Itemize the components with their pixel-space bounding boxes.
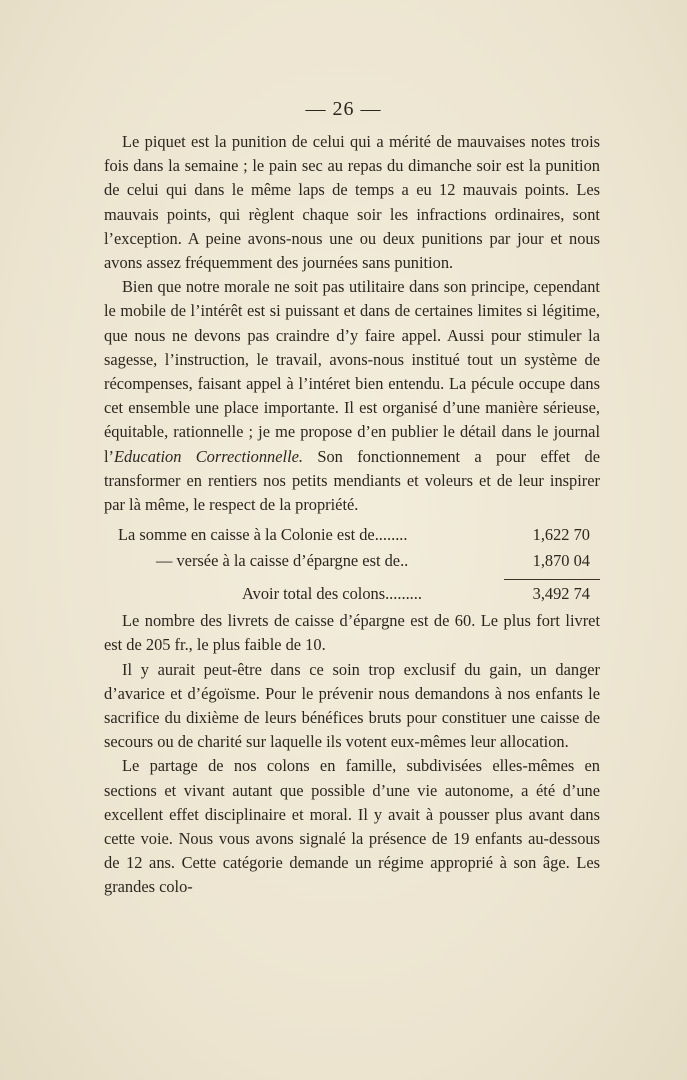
paragraph-4: Il y aurait peut-être dans ce soin trop exclusif du gain, un danger d’avarice et d’égoïsme. Pour le prévenir nous demandons à nos enfants le sacrifice du dixième de leurs bénéfices bruts pour constituer une caisse de secours ou de charité sur laquelle ils votent eux-mêmes leur allocation. [104, 659, 600, 752]
paragraph-1: Le piquet est la punition de celui qui a mérité de mauvaises notes trois fois dans la semaine ; le pain sec au repas du dimanche soir est la punition de celui qui dans le même laps de temps a eu 12 mauvais points. Les mauvais points, qui règlent chaque soir les infractions ordinaires, sont l’exception. A peine avons-nous une ou deux punitions par jour et nous avons assez fréquemment des journées sans punition. [104, 132, 600, 273]
paragraph-2-text-after: Son fonctionnement a pour effet de transformer en rentiers nos petits mendiants et voleurs et de leur inspirer par là même, le respect de la propriété. [104, 446, 600, 515]
row-label: La somme en caisse à la Colonie est de........ [118, 525, 408, 545]
savings-table [104, 523, 600, 605]
paragraph-3: Le nombre des livrets de caisse d’épargne est de 60. Le plus fort livret est de 205 fr., le plus faible de 10. [104, 611, 600, 655]
row-label: — versée à la caisse d’épargne est de.. [156, 551, 409, 571]
row-amount: 1,870 04 [532, 551, 590, 571]
journal-title: Education Correctionnelle. [114, 446, 304, 466]
paragraph-5: Le partage de nos colons en famille, subdivisées elles-mêmes en sections et vivant autant que possible d’une vie autonome, a été d’une excellent effet disciplinaire et moral. Il y avait à pousser plus avant dans cette voie. Nous vous avons signalé la présence de 19 enfants au-dessous de 12 ans. Cette catégorie demande un régime approprié à son âge. Les grandes colo- [104, 756, 600, 897]
page-number: — 26 — [305, 98, 382, 120]
body-text [104, 130, 600, 900]
row-amount: 1,622 70 [532, 525, 590, 545]
table-row [104, 549, 600, 575]
paragraph-2 [104, 275, 600, 517]
table-row [104, 523, 600, 549]
total-label: Avoir total des colons......... [242, 584, 422, 604]
total-amount: 3,492 74 [504, 579, 600, 606]
table-total-row [104, 579, 600, 605]
paragraph-2-text-before: Bien que notre morale ne soit pas utilitaire dans son principe, cependant le mobile de l’intérêt est si puissant et dans de certaines limites si légitime, que nous ne devons pas craindre d’y faire appel. Aussi pour stimuler la sagesse, l’instruction, le travail, avons-nous institué tout un système de récompenses, faisant appel à l’intéret bien entendu. La pécule occupe dans cet ensemble une place importante. Il est organisé d’une manière sérieuse, équitable, rationnelle ; je me propose d’en publier le détail dans le journal l’ [104, 277, 600, 466]
